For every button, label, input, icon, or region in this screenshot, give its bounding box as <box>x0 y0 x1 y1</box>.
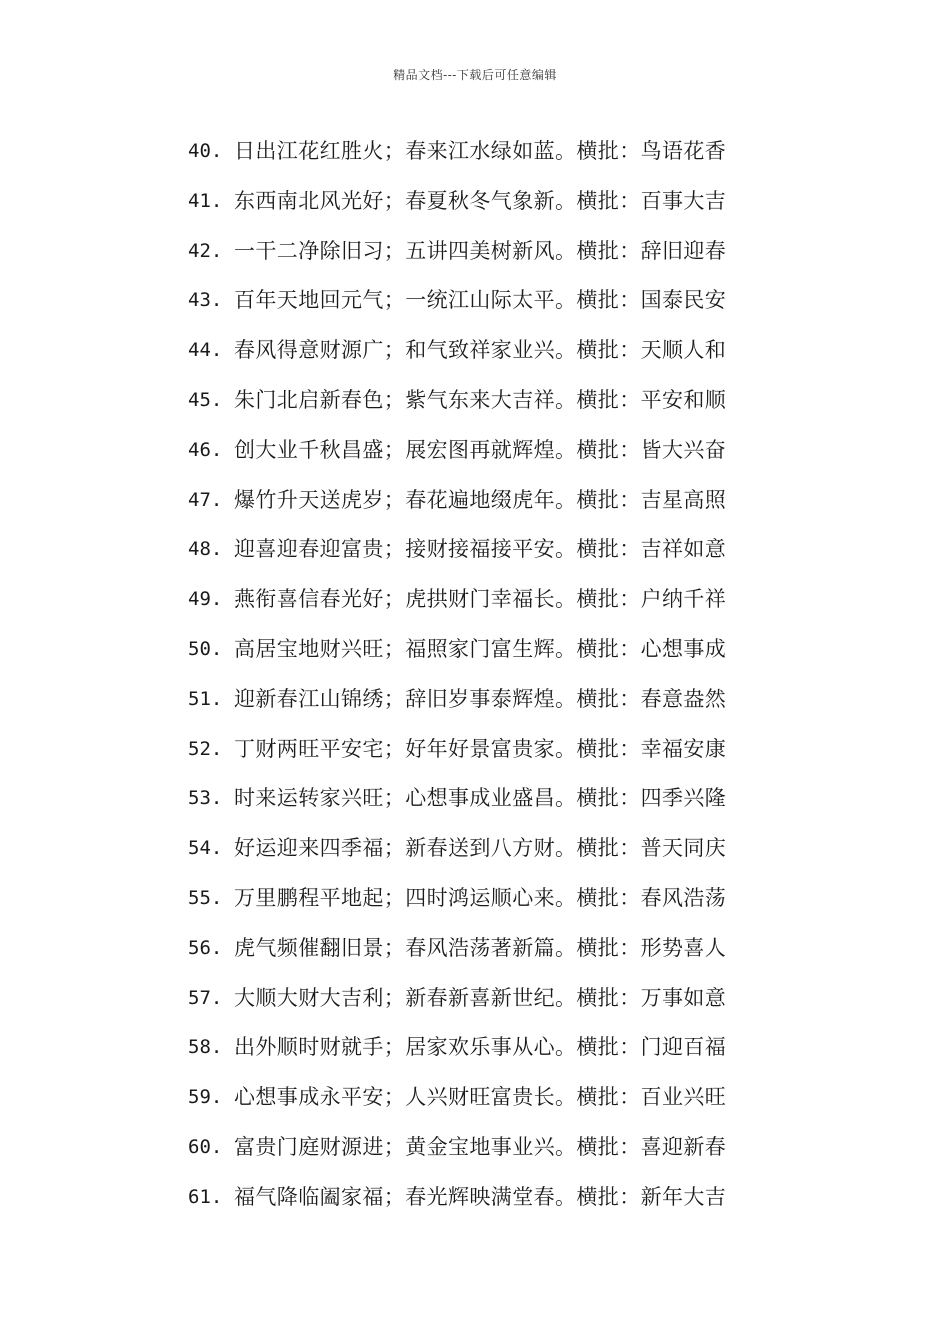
list-item <box>188 335 888 385</box>
list-item <box>188 534 888 584</box>
item-text: 迎喜迎春迎富贵；接财接福接平安。横批：吉祥如意 <box>234 537 727 562</box>
item-number: 57. <box>188 986 223 1009</box>
item-text: 春风得意财源广；和气致祥家业兴。横批：天顺人和 <box>234 338 727 363</box>
list-item <box>188 833 888 883</box>
list-item <box>188 186 888 236</box>
item-number: 55. <box>188 886 223 909</box>
item-text: 一干二净除旧习；五讲四美树新风。横批：辞旧迎春 <box>234 238 727 263</box>
list-item <box>188 783 888 833</box>
item-number: 59. <box>188 1086 223 1109</box>
item-text: 创大业千秋昌盛；展宏图再就辉煌。横批：皆大兴奋 <box>234 437 727 462</box>
item-number: 60. <box>188 1135 223 1158</box>
list-item <box>188 684 888 734</box>
item-number: 56. <box>188 936 223 959</box>
couplet-list <box>188 136 888 1232</box>
list-item <box>188 485 888 535</box>
item-number: 61. <box>188 1185 223 1208</box>
item-text: 心想事成永平安；人兴财旺富贵长。横批：百业兴旺 <box>234 1085 727 1110</box>
item-text: 虎气频催翻旧景；春风浩荡著新篇。横批：形势喜人 <box>234 935 727 960</box>
item-text: 好运迎来四季福；新春送到八方财。横批：普天同庆 <box>234 836 727 861</box>
item-number: 42. <box>188 239 223 262</box>
item-text: 爆竹升天送虎岁；春花遍地缀虎年。横批：吉星高照 <box>234 487 727 512</box>
item-text: 日出江花红胜火；春来江水绿如蓝。横批：鸟语花香 <box>234 139 727 163</box>
item-number: 40. <box>188 140 223 162</box>
item-number: 41. <box>188 189 223 212</box>
list-item <box>188 584 888 634</box>
item-number: 43. <box>188 289 223 312</box>
page-header: 精品文档---下载后可任意编辑 <box>393 68 557 82</box>
item-number: 48. <box>188 538 223 561</box>
item-text: 高居宝地财兴旺；福照家门富生辉。横批：心想事成 <box>234 636 727 661</box>
item-text: 百年天地回元气；一统江山际太平。横批：国泰民安 <box>234 288 727 313</box>
list-item <box>188 285 888 335</box>
item-text: 朱门北启新春色；紫气东来大吉祥。横批：平安和顺 <box>234 387 727 412</box>
item-number: 49. <box>188 588 223 611</box>
item-number: 58. <box>188 1036 223 1059</box>
list-item <box>188 136 888 186</box>
list-item <box>188 634 888 684</box>
item-number: 51. <box>188 687 223 710</box>
item-number: 52. <box>188 737 223 760</box>
list-item <box>188 1182 888 1232</box>
list-item <box>188 435 888 485</box>
list-item <box>188 1132 888 1182</box>
item-text: 万里鹏程平地起；四时鸿运顺心来。横批：春风浩荡 <box>234 885 727 910</box>
item-number: 53. <box>188 787 223 810</box>
list-item <box>188 933 888 983</box>
item-text: 丁财两旺平安宅；好年好景富贵家。横批：幸福安康 <box>234 736 727 761</box>
item-number: 50. <box>188 637 223 660</box>
item-number: 54. <box>188 837 223 860</box>
item-number: 45. <box>188 388 223 411</box>
list-item <box>188 1032 888 1082</box>
list-item <box>188 734 888 784</box>
item-number: 47. <box>188 488 223 511</box>
item-text: 时来运转家兴旺；心想事成业盛昌。横批：四季兴隆 <box>234 786 727 811</box>
item-text: 东西南北风光好；春夏秋冬气象新。横批：百事大吉 <box>234 188 727 213</box>
item-text: 福气降临阖家福；春光辉映满堂春。横批：新年大吉 <box>234 1184 727 1209</box>
list-item <box>188 1082 888 1132</box>
list-item <box>188 883 888 933</box>
list-item <box>188 983 888 1033</box>
list-item <box>188 236 888 286</box>
item-number: 46. <box>188 438 223 461</box>
item-number: 44. <box>188 339 223 362</box>
item-text: 富贵门庭财源进；黄金宝地事业兴。横批：喜迎新春 <box>234 1134 727 1159</box>
item-text: 出外顺时财就手；居家欢乐事从心。横批：门迎百福 <box>234 1035 727 1060</box>
item-text: 燕衔喜信春光好；虎拱财门幸福长。横批：户纳千祥 <box>234 587 727 612</box>
item-text: 大顺大财大吉利；新春新喜新世纪。横批：万事如意 <box>234 985 727 1010</box>
item-text: 迎新春江山锦绣；辞旧岁事泰辉煌。横批：春意盎然 <box>234 686 727 711</box>
list-item <box>188 385 888 435</box>
